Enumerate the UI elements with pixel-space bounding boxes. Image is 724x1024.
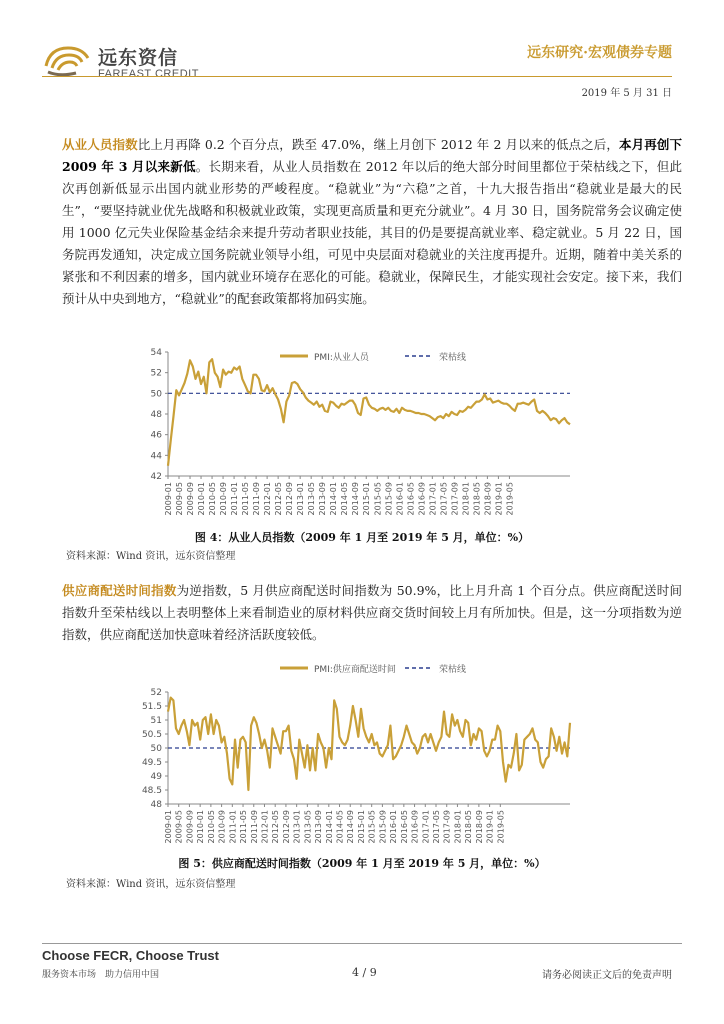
x-tick-label: 2017-05: [432, 810, 441, 844]
x-tick-label: 2014-01: [329, 482, 339, 516]
fareast-logo-icon: [42, 40, 94, 80]
y-tick-label: 48: [150, 800, 162, 810]
paragraph-supplier: [62, 580, 682, 646]
x-tick-label: 2012-05: [274, 482, 284, 516]
page-number: 4 / 9: [352, 966, 377, 979]
section-title: 远东研究·宏观债券专题: [527, 45, 672, 61]
x-tick-label: 2010-05: [206, 810, 216, 844]
x-tick-label: 2010-01: [197, 482, 207, 516]
x-tick-label: 2015-09: [384, 482, 394, 516]
x-tick-label: 2014-05: [340, 482, 350, 516]
x-tick-label: 2010-09: [217, 810, 227, 844]
x-tick-label: 2012-01: [260, 810, 270, 844]
y-tick-label: 52: [150, 688, 162, 698]
x-tick-label: 2015-09: [378, 810, 388, 844]
x-tick-label: 2011-05: [241, 482, 251, 516]
chart-legend: [280, 663, 466, 675]
keyword-employment-index: 从业人员指数: [62, 137, 138, 152]
y-tick-label: 51.5: [141, 702, 162, 712]
x-tick-label: 2013-05: [303, 810, 313, 844]
x-tick-label: 2012-09: [281, 810, 291, 844]
x-tick-label: 2012-01: [263, 482, 273, 516]
y-tick-label: 52: [150, 368, 162, 379]
x-tick-label: 2010-09: [219, 482, 229, 516]
x-tick-label: 2017-09: [442, 810, 452, 844]
x-tick-label: 2018-09: [474, 810, 484, 844]
paragraph-employment: [62, 134, 682, 310]
x-tick-label: 2016-09: [417, 482, 427, 516]
legend-label-threshold: 荣枯线: [439, 353, 467, 363]
y-tick-label: 50.5: [141, 730, 162, 740]
x-tick-label: 2015-05: [367, 810, 377, 844]
y-tick-label: 48: [150, 410, 162, 420]
x-tick-label: 2014-09: [346, 810, 356, 844]
keyword-supplier-index: 供应商配送时间指数: [62, 583, 177, 598]
footer-slogan: Choose FECR, Choose Trust: [42, 948, 219, 963]
report-date: 2019 年 5 月 31 日: [581, 88, 672, 99]
series-line: [168, 359, 570, 466]
series-line: [168, 698, 570, 790]
x-tick-label: 2017-09: [450, 482, 460, 516]
y-tick-label: 44: [150, 451, 162, 462]
paragraph-text: 。长期来看，从业人员指数在 2012 年以后的绝大部分时间里都位于荣枯线之下，但此次再创新低显示出国内就业形势的严峻程度。“稳就业”为“六稳”之首，十九大报告指出“稳就业是最大的民生”，“要坚持就业优先战略和积极就业政策，实现更高质量和更充分就业”。4 月 30 日，国务院常务会议确定使用 1000 亿元失业保险基金结余来提升劳动者职业技能，其目的仍是要提高就业率、稳定就业。5 月 22 日，国务院再发通知，决定成立国务院就业领导小组，可见中央层面对稳就业的关注度再提升。近期，随着中美关系的紧张和不利因素的增多，国内就业环境存在恶化的可能。稳就业，保障民生，才能实现社会安定。接下来，我们预计从中央到地方，“稳就业”的配套政策都将加码实施。: [62, 159, 682, 306]
x-tick-label: 2011-01: [230, 482, 240, 516]
x-tick-label: 2018-01: [461, 482, 471, 516]
x-tick-label: 2014-05: [335, 810, 345, 844]
x-tick-label: 2010-01: [196, 810, 206, 844]
y-tick-label: 49: [150, 772, 162, 782]
x-tick-label: 2009-05: [174, 810, 184, 844]
disclaimer-note: 请务必阅读正文后的免责声明: [542, 970, 672, 981]
brand-name-en: FAREAST CREDIT: [98, 68, 199, 80]
brand-name-cn: 远东资信: [98, 47, 179, 69]
paragraph-text: 为逆指数，5 月供应商配送时间指数为 50.9%，比上月升高 1 个百分点。供应商配送时间指数升至荣枯线以上表明整体上来看制造业的原材料供应商交货时间较上月有所加快。但是，这一分项指数为逆指数，供应商配送加快意味着经济活跃度较低。: [62, 583, 682, 642]
y-tick-label: 49.5: [141, 758, 162, 768]
bold-highlight: 本月再创下 2009 年 3 月以来新低: [62, 137, 682, 174]
x-tick-label: 2018-01: [453, 810, 463, 844]
x-tick-label: 2017-05: [439, 482, 449, 516]
x-tick-label: 2010-05: [208, 482, 218, 516]
chart-legend: [280, 351, 466, 363]
x-tick-label: 2013-01: [292, 810, 302, 844]
x-tick-label: 2013-09: [314, 810, 324, 844]
chart-employment-index: [130, 344, 590, 524]
x-tick-label: 2011-09: [249, 810, 259, 844]
x-tick-label: 2016-05: [399, 810, 409, 844]
x-tick-label: 2016-05: [406, 482, 416, 516]
x-tick-label: 2009-01: [164, 482, 173, 516]
figure4-caption: 图 4：从业人员指数（2009 年 1 月至 2019 年 5 月，单位：%）: [194, 531, 530, 544]
x-tick-label: 2015-05: [373, 482, 383, 516]
x-tick-label: 2012-05: [271, 810, 281, 844]
paragraph-text: 比上月再降 0.2 个百分点，跌至 47.0%，继上月创下 2012 年 2 月以来的低点之后，: [137, 137, 620, 152]
x-tick-label: 2019-05: [496, 810, 506, 844]
x-tick-label: 2014-09: [351, 482, 361, 516]
x-tick-label: 2018-05: [472, 482, 482, 516]
legend-label-threshold: 荣枯线: [439, 665, 467, 675]
x-tick-label: 2017-01: [421, 810, 431, 844]
x-tick-label: 2016-01: [389, 810, 399, 844]
x-tick-label: 2015-01: [362, 482, 372, 516]
y-tick-label: 50: [150, 389, 162, 400]
y-tick-label: 51: [150, 716, 162, 726]
x-tick-label: 2013-01: [296, 482, 306, 516]
x-tick-label: 2014-01: [324, 810, 334, 844]
x-tick-label: 2016-01: [395, 482, 405, 516]
x-tick-label: 2009-05: [175, 482, 185, 516]
x-tick-label: 2009-09: [185, 810, 195, 844]
y-tick-label: 42: [150, 472, 162, 482]
y-tick-label: 46: [150, 430, 162, 441]
x-tick-label: 2013-05: [307, 482, 317, 516]
chart-supplier-delivery-index: [130, 656, 590, 852]
header-divider: [42, 76, 672, 77]
x-tick-label: 2018-09: [483, 482, 493, 516]
figure5-source: 资料来源：Wind 资讯，远东资信整理: [66, 879, 236, 890]
legend-label-series: PMI:供应商配送时间: [314, 665, 396, 675]
footer-subtitle: 服务资本市场 助力信用中国: [42, 970, 160, 980]
x-tick-label: 2009-01: [164, 810, 173, 844]
y-tick-label: 48.5: [141, 786, 162, 796]
x-tick-label: 2012-09: [285, 482, 295, 516]
footer-divider: [42, 943, 682, 944]
figure5-caption: 图 5：供应商配送时间指数（2009 年 1 月至 2019 年 5 月，单位：%）: [178, 857, 546, 870]
x-tick-label: 2009-09: [186, 482, 196, 516]
x-tick-label: 2011-05: [239, 810, 249, 844]
x-tick-label: 2019-01: [485, 810, 495, 844]
x-tick-label: 2018-05: [464, 810, 474, 844]
x-tick-label: 2019-05: [505, 482, 515, 516]
x-tick-label: 2019-01: [494, 482, 504, 516]
x-tick-label: 2013-09: [318, 482, 328, 516]
legend-label-series: PMI:从业人员: [314, 353, 369, 363]
y-tick-label: 54: [150, 348, 162, 358]
x-tick-label: 2015-01: [356, 810, 366, 844]
x-tick-label: 2017-01: [428, 482, 438, 516]
y-tick-label: 50: [150, 744, 162, 754]
x-tick-label: 2011-01: [228, 810, 238, 844]
figure4-source: 资料来源：Wind 资讯，远东资信整理: [66, 551, 236, 562]
x-tick-label: 2016-09: [410, 810, 420, 844]
x-tick-label: 2011-09: [252, 482, 262, 516]
